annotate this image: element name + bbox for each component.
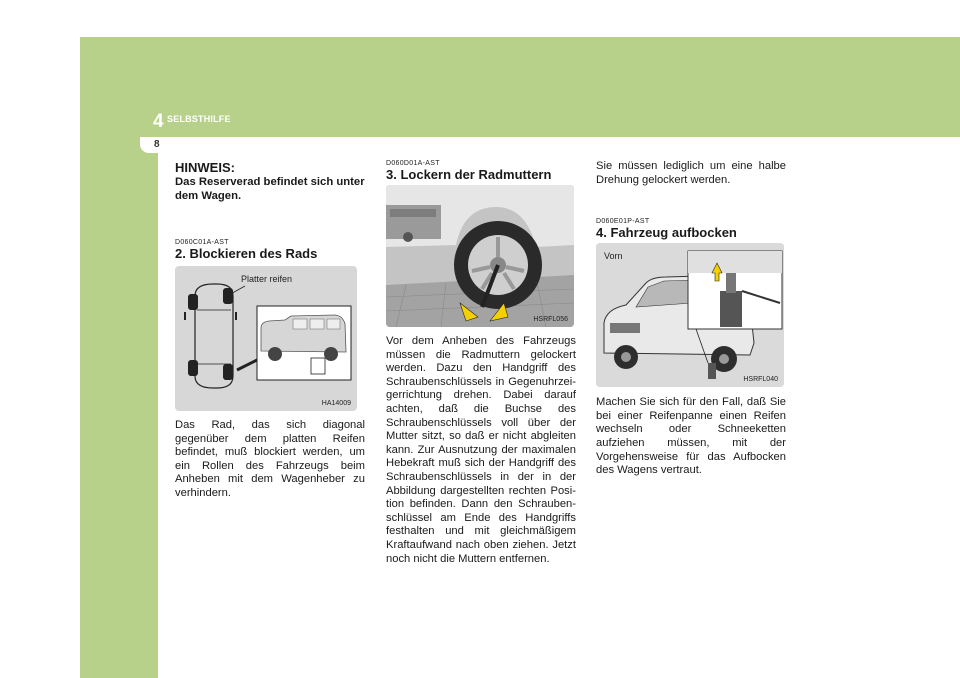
- note-heading: HINWEIS:: [175, 160, 235, 175]
- wheel-wrench-illustration: [386, 185, 574, 327]
- note-text: Das Reserverad befindet sich unter dem Wagen.: [175, 176, 365, 202]
- section-title: 3. Lockern der Radmuttern: [386, 167, 552, 182]
- figure-code: HSRFL040: [743, 376, 778, 384]
- section-code: D060C01A-AST: [175, 239, 229, 246]
- section-title: 4. Fahrzeug aufbocken: [596, 225, 737, 241]
- figure-loosen-lug-nuts: [386, 185, 574, 327]
- intro-paragraph: Sie müssen lediglich um eine halbe Drehung gelockert werden.: [596, 160, 786, 186]
- column-middle: [386, 160, 576, 566]
- chapter-number: 4: [153, 111, 164, 132]
- car-top-and-side-illustration: [175, 266, 357, 411]
- figure-jack-up-vehicle: [596, 243, 784, 387]
- section-code: D060D01A-AST: [386, 160, 440, 167]
- body-paragraph: Das Rad, das sich diagonal gegenüber dem platten Reifen befindet, muß blockiert werden, um ein Rollen des Fahrzeugs beim Anheben mit dem Wagenheber zu verhindern.: [175, 419, 365, 499]
- figure-label: Platter reifen: [241, 274, 293, 284]
- figure-wheel-chock: [175, 266, 357, 411]
- body-paragraph: Vor dem Anheben des Fahrzeugs müssen die Radmuttern gelockert werden. Dazu den Handgriff des Schraubenschlüssels in Gegenuhrzei-gerrichtung drehen. Dabei darauf achten, daß die Buchse des Schraubenschlüssels voll über der Mutter sitzt, so daß er nicht abgleiten kann. Zur Ausnutzung der maximalen Hebekraft muß sich der Handgriff des Schraubenschlüssels in der in der Abbildung dargestellten rechten Posi-tion befinden. Dann den Schrauben-schlüssel am Ende des Handgriffs festhalten und mit gleichmäßigem Kraftaufwand nach oben ziehen. Jetzt noch nicht die Muttern entfernen.: [386, 335, 576, 565]
- page-number: 8: [154, 139, 160, 150]
- chapter-sidebar: [80, 137, 158, 678]
- column-left: [175, 160, 365, 501]
- column-right: [596, 160, 786, 478]
- figure-code: HA14009: [321, 400, 351, 407]
- figure-code: HSRFL056: [533, 316, 568, 323]
- chapter-title: SELBSTHILFE: [167, 114, 231, 124]
- section-code: D060E01P-AST: [596, 218, 650, 226]
- section-title: 2. Blockieren des Rads: [175, 246, 318, 261]
- body-paragraph: Machen Sie sich für den Fall, daß Sie bei einer Reifenpanne einen Reifen wechseln oder Schneeketten aufziehen müssen, mit der Vorgehensweise für das Aufbocken des Wagens vertraut.: [596, 396, 786, 477]
- van-with-jack-illustration: [596, 243, 784, 387]
- figure-label: Vorn: [604, 251, 623, 262]
